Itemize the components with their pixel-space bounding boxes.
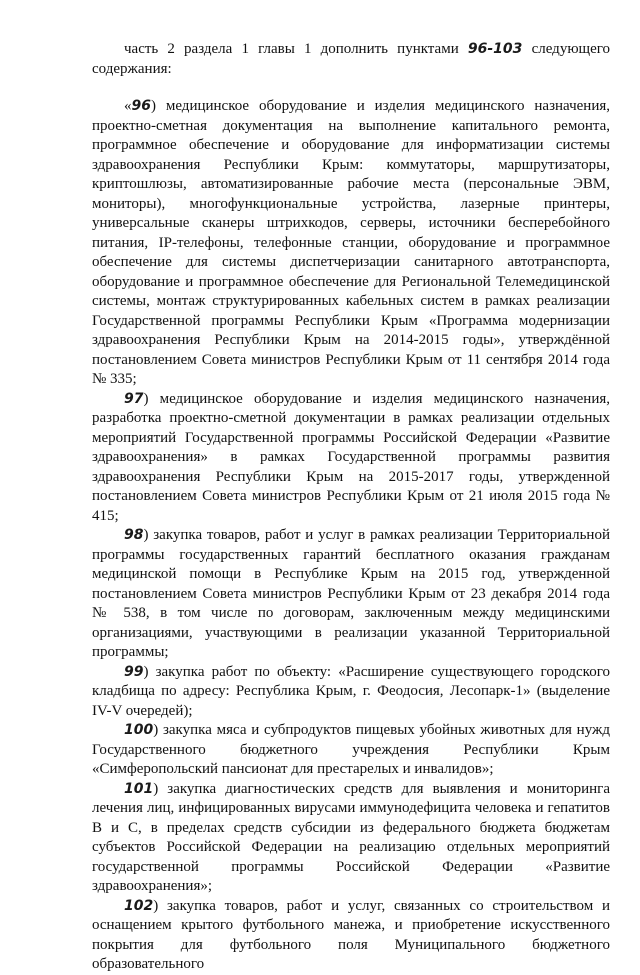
item-102-number: 102 xyxy=(124,897,154,914)
item-97-text: ) медицинское оборудование и изделия медицинского назначения, разработка проектно-сметной документации в рамках реализации отдельных мероприятий Государственной программы Российской Федерации «Развитие здравоохранения» в рамках Государственной программы развития здравоохранения Республики Крым на 2015-2017 годы, утвержденной постановлением Совета министров Республики Крым от 21 июля 2015 года № 415; xyxy=(92,390,610,524)
intro-lead: часть 2 раздела 1 главы 1 дополнить пунктами xyxy=(124,41,459,57)
item-98 xyxy=(92,526,610,663)
item-100 xyxy=(92,721,610,780)
handwritten-range: 96-103 xyxy=(467,41,523,57)
item-100-number: 100 xyxy=(124,722,154,738)
document-body xyxy=(92,40,610,975)
item-98-text: ) закупка товаров, работ и услуг в рамках реализации Территориальной программы государственных гарантий бесплатного оказания гражданам медицинской помощи в Республике Крым на 2015 год, утвержденной постановлением Совета министров Республики Крым от 23 декабря 2014 года № 538, в том числе по договорам, заключенным между медицинскими организациями, участвующими в реализации указанной Территориальной программы; xyxy=(92,527,610,660)
intro-tail: следующего содержания: xyxy=(92,41,611,77)
item-98-number: 98 xyxy=(124,527,144,543)
item-100-text: ) закупка мяса и субпродуктов пищевых убойных животных для нужд Государственного бюджетного учреждения Республики Крым «Симферопольский пансионат для престарелых и инвалидов»; xyxy=(92,722,610,777)
item-96 xyxy=(92,97,610,390)
item-99-number: 99 xyxy=(124,663,144,680)
item-102 xyxy=(92,897,610,975)
item-101-text: ) закупка диагностических средств для выявления и мониторинга лечения лиц, инфицированных вирусами иммунодефицита человека и гепатитов В и С, в пределах средств субсидии из федерального бюджета бюджетам субъектов Российской Федерации на реализацию отдельных мероприятий государственной программы Российской Федерации «Развитие здравоохранения»; xyxy=(92,780,610,894)
item-96-prefix: « xyxy=(124,98,132,114)
item-101 xyxy=(92,780,610,897)
item-97-number: 97 xyxy=(124,390,144,407)
item-99 xyxy=(92,663,610,722)
item-99-text: ) закупка работ по объекту: «Расширение существующего городского кладбища по адресу: Республика Крым, г. Феодосия, Лесопарк-1» (выделение IV-V очередей); xyxy=(92,663,610,719)
intro-paragraph xyxy=(92,40,610,79)
item-101-number: 101 xyxy=(124,780,154,797)
item-102-text: ) закупка товаров, работ и услуг, связанных со строительством и оснащением крытого футбольного манежа, и приобретение искусственного покрытия для футбольного поля Муниципального бюджетного образовательного xyxy=(92,897,610,972)
item-97 xyxy=(92,390,610,527)
item-96-text: ) медицинское оборудование и изделия медицинского назначения, проектно-сметная документация на выполнение капитального ремонта, программное обеспечение и оборудование для информатизации системы здравоохранения Республики Крым: коммутаторы, маршрутизаторы, криптошлюзы, автоматизированные рабочие места (персональные ЭВМ, мониторы), многофункциональные устройства, лазерные принтеры, универсальные сканеры штрихкодов, серверы, источники бесперебойного питания, IP-телефоны, телефонные станции, оборудование и программное обеспечение для системы диспетчеризации санитарного автотранспорта, оборудование и программное обеспечение для Региональной Телемедицинской системы, монтаж структурированных кабельных систем в рамках реализации Государственной программы Республики Крым «Программа модернизации здравоохранения Республики Крым на 2014-2015 годы», утверждённой постановлением Совета министров Республики Крым от 11 сентября 2014 года № 335; xyxy=(92,98,610,387)
item-96-number: 96 xyxy=(131,98,151,114)
